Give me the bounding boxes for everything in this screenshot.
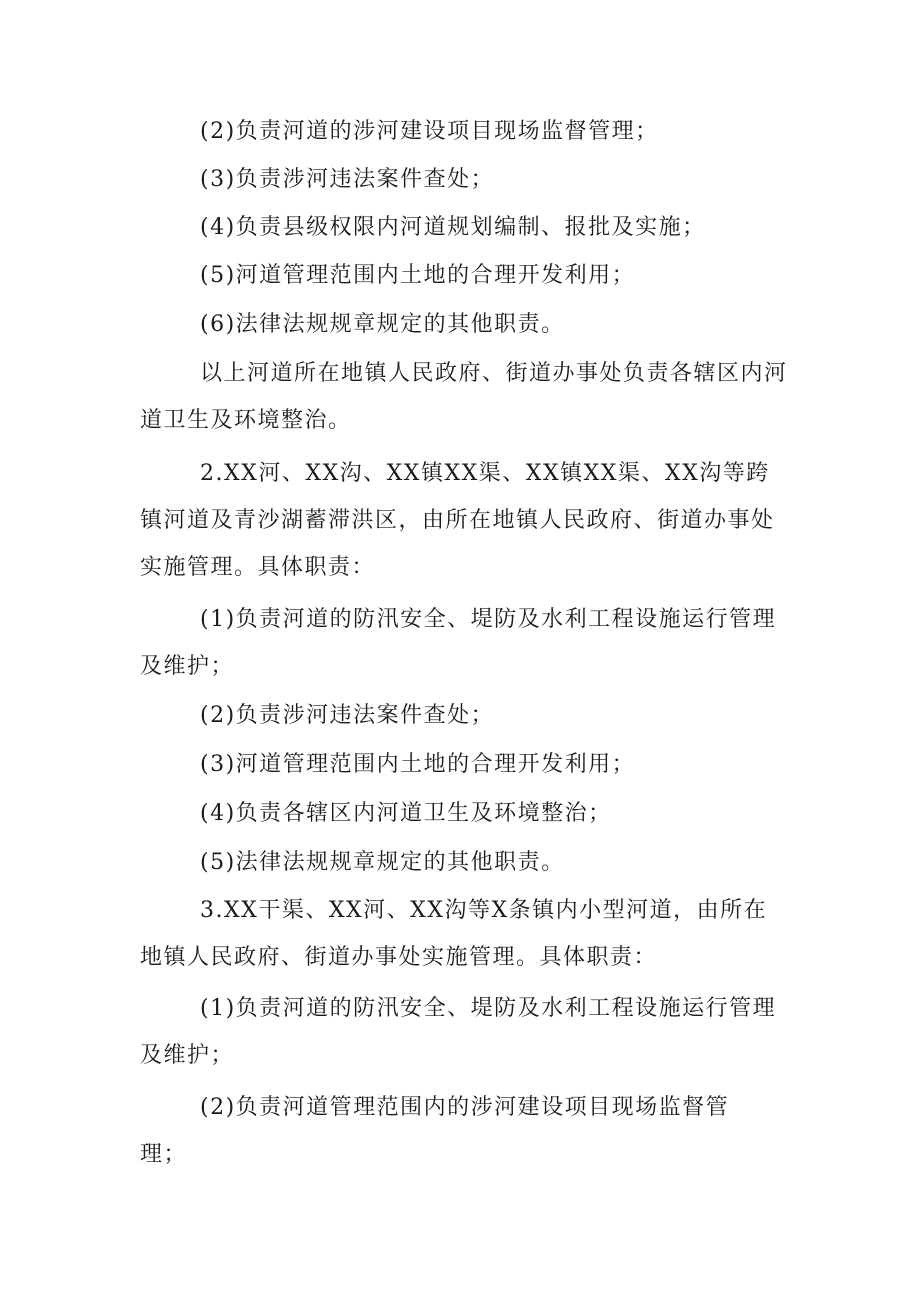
paragraph-item-6: (6)法律法规规章规定的其他职责。 bbox=[200, 312, 565, 337]
paragraph-section-3-item-1: (1)负责河道的防汛安全、堤防及水利工程设施运行管理及维护； bbox=[140, 996, 777, 1068]
paragraph-section-2-item-4: (4)负责各辖区内河道卫生及环境整治； bbox=[200, 801, 612, 826]
paragraph-section-2-item-3: (3)河道管理范围内土地的合理开发利用； bbox=[200, 752, 636, 777]
paragraph-section-2-item-5: (5)法律法规规章规定的其他职责。 bbox=[200, 850, 565, 875]
paragraph-section-3-item-2: (2)负责河道管理范围内的涉河建设项目现场监督管理； bbox=[140, 1095, 730, 1167]
paragraph-section-2-item-1: (1)负责河道的防汛安全、堤防及水利工程设施运行管理及维护； bbox=[140, 607, 777, 679]
paragraph-item-3: (3)负责涉河违法案件查处； bbox=[200, 167, 495, 192]
paragraph-item-5: (5)河道管理范围内土地的合理开发利用； bbox=[200, 263, 636, 288]
paragraph-section-2: 2.XX河、XX沟、XX镇XX渠、XX镇XX渠、XX沟等跨镇河道及青沙湖蓄滞洪区，由所在地镇人民政府、街道办事处实施管理。具体职责： bbox=[140, 461, 775, 580]
paragraph-section-2-item-2: (2)负责涉河违法案件查处； bbox=[200, 703, 495, 728]
paragraph-item-4: (4)负责县级权限内河道规划编制、报批及实施； bbox=[200, 215, 706, 240]
paragraph-summary: 以上河道所在地镇人民政府、街道办事处负责各辖区内河道卫生及环境整治。 bbox=[140, 361, 788, 433]
paragraph-item-2: (2)负责河道的涉河建设项目现场监督管理； bbox=[200, 119, 659, 144]
paragraph-section-3: 3.XX干渠、XX河、XX沟等X条镇内小型河道，由所在地镇人民政府、街道办事处实施管理。具体职责： bbox=[140, 898, 768, 970]
